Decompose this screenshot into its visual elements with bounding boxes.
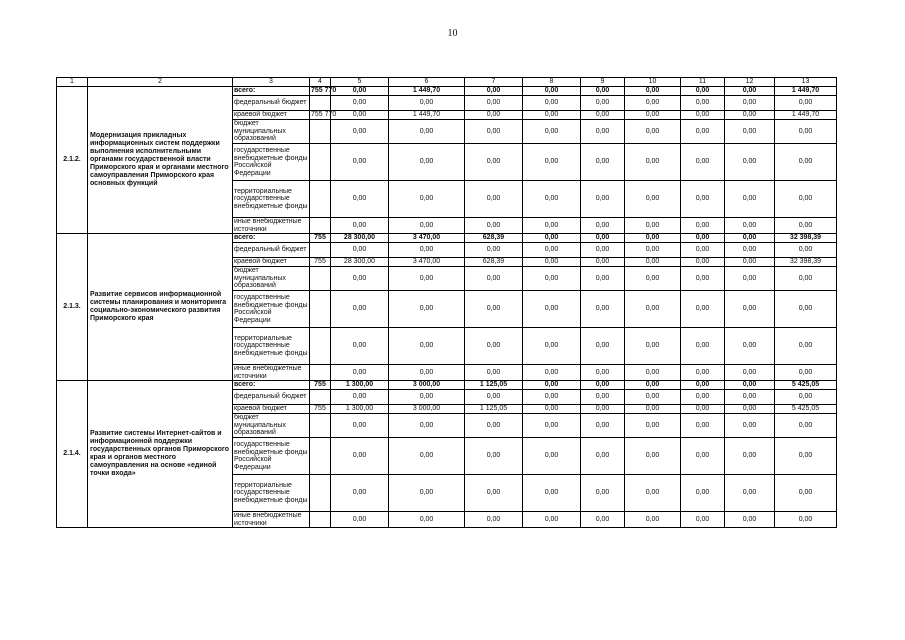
year-value: 0,00: [681, 438, 725, 475]
year-value: 0,00: [581, 87, 625, 96]
grbs-code: 755 770: [311, 111, 337, 118]
year-value: 0,00: [389, 365, 465, 381]
year-value: 0,00: [681, 111, 725, 120]
year-value: 0,00: [725, 381, 775, 390]
year-value: 0,00: [681, 414, 725, 438]
total-value: 0,00: [775, 365, 837, 381]
year-value: 0,00: [625, 258, 681, 267]
budget-table: [56, 77, 837, 528]
year-value: 0,00: [681, 328, 725, 365]
year-value: 0,00: [389, 390, 465, 405]
year-value: 0,00: [523, 328, 581, 365]
year-value: 1 125,05: [465, 381, 523, 390]
funding-source: государственные внебюджетные фонды Российской Федерации: [233, 291, 310, 328]
year-value: 0,00: [625, 181, 681, 218]
year-value: 0,00: [725, 438, 775, 475]
year-value: 0,00: [331, 120, 389, 144]
year-value: 0,00: [331, 512, 389, 528]
year-value: 28 300,00: [331, 234, 389, 243]
total-value: 0,00: [775, 96, 837, 111]
year-value: 0,00: [465, 120, 523, 144]
grbs-code: 755: [310, 258, 331, 267]
year-value: 0,00: [581, 328, 625, 365]
year-value: 0,00: [581, 218, 625, 234]
year-value: 0,00: [331, 291, 389, 328]
header-cell: 3: [233, 78, 310, 87]
year-value: 1 449,70: [389, 87, 465, 96]
total-value: 0,00: [775, 243, 837, 258]
year-value: 0,00: [389, 243, 465, 258]
grbs-code: [310, 475, 331, 512]
year-value: 0,00: [389, 218, 465, 234]
funding-source: территориальные государственные внебюджетные фонды: [233, 328, 310, 365]
total-value: 0,00: [775, 512, 837, 528]
year-value: 0,00: [523, 111, 581, 120]
header-cell: 13: [775, 78, 837, 87]
year-value: 0,00: [331, 365, 389, 381]
year-value: 0,00: [523, 267, 581, 291]
year-value: 0,00: [681, 243, 725, 258]
year-value: 0,00: [725, 405, 775, 414]
year-value: 0,00: [725, 111, 775, 120]
year-value: 0,00: [725, 234, 775, 243]
year-value: 0,00: [725, 120, 775, 144]
item-name: Модернизация прикладных информационных систем поддержки выполнения исполнительными органами государственной власти Приморского края и органами местного самоуправления Приморского края основных функций: [88, 87, 233, 234]
grbs-code: [310, 218, 331, 234]
header-cell: 2: [88, 78, 233, 87]
funding-source: территориальные государственные внебюджетные фонды: [233, 181, 310, 218]
year-value: 0,00: [625, 120, 681, 144]
year-value: 0,00: [725, 96, 775, 111]
header-cell: 4: [310, 78, 331, 87]
year-value: 0,00: [581, 381, 625, 390]
funding-source: бюджет муниципальных образований: [233, 414, 310, 438]
year-value: 0,00: [681, 234, 725, 243]
year-value: 0,00: [625, 291, 681, 328]
funding-source: иные внебюджетные источники: [233, 218, 310, 234]
funding-source: краевой бюджет: [233, 111, 310, 120]
year-value: 0,00: [725, 243, 775, 258]
year-value: 0,00: [523, 218, 581, 234]
year-value: 0,00: [625, 111, 681, 120]
year-value: 0,00: [625, 87, 681, 96]
year-value: 0,00: [389, 96, 465, 111]
year-value: 0,00: [465, 438, 523, 475]
year-value: 0,00: [523, 381, 581, 390]
total-value: 0,00: [775, 390, 837, 405]
grbs-code: [310, 328, 331, 365]
grbs-code: 755: [310, 381, 331, 390]
total-value: 0,00: [775, 267, 837, 291]
funding-source: всего:: [233, 381, 310, 390]
year-value: 0,00: [681, 258, 725, 267]
year-value: 0,00: [581, 234, 625, 243]
year-value: 0,00: [331, 243, 389, 258]
year-value: 0,00: [725, 181, 775, 218]
year-value: 0,00: [331, 181, 389, 218]
year-value: 0,00: [681, 120, 725, 144]
year-value: 0,00: [625, 218, 681, 234]
year-value: 0,00: [581, 267, 625, 291]
year-value: 0,00: [681, 291, 725, 328]
grbs-code: [310, 96, 331, 111]
year-value: 0,00: [331, 475, 389, 512]
year-value: 0,00: [465, 267, 523, 291]
header-cell: 10: [625, 78, 681, 87]
header-cell: 7: [465, 78, 523, 87]
funding-source: федеральный бюджет: [233, 243, 310, 258]
year-value: 0,00: [523, 258, 581, 267]
total-value: 0,00: [775, 218, 837, 234]
total-value: 5 425,05: [775, 405, 837, 414]
funding-source: краевой бюджет: [233, 405, 310, 414]
grbs-code: [310, 512, 331, 528]
year-value: 0,00: [681, 181, 725, 218]
year-value: 0,00: [625, 475, 681, 512]
year-value: 0,00: [465, 475, 523, 512]
funding-source: иные внебюджетные источники: [233, 512, 310, 528]
year-value: 0,00: [681, 87, 725, 96]
year-value: 0,00: [581, 243, 625, 258]
year-value: 0,00: [625, 414, 681, 438]
total-value: 0,00: [775, 475, 837, 512]
year-value: 0,00: [523, 96, 581, 111]
year-value: 0,00: [465, 365, 523, 381]
year-value: 0,00: [581, 512, 625, 528]
grbs-code: [310, 365, 331, 381]
item-code: 2.1.4.: [57, 381, 88, 528]
year-value: 0,00: [389, 438, 465, 475]
year-value: 0,00: [581, 405, 625, 414]
year-value: 628,39: [465, 234, 523, 243]
year-value: 0,00: [465, 414, 523, 438]
year-value: 0,00: [581, 144, 625, 181]
year-value: 0,00: [581, 475, 625, 512]
item-code: 2.1.3.: [57, 234, 88, 381]
table-row-total: [57, 87, 837, 96]
year-value: 0,00: [681, 267, 725, 291]
year-value: 1 300,00: [331, 381, 389, 390]
year-value: 0,00: [581, 390, 625, 405]
year-value: 0,00: [523, 87, 581, 96]
year-value: 0,00: [625, 512, 681, 528]
total-value: 0,00: [775, 414, 837, 438]
year-value: 0,00: [725, 328, 775, 365]
grbs-code: [310, 243, 331, 258]
funding-source: всего:: [233, 87, 310, 96]
year-value: 0,00: [331, 390, 389, 405]
header-cell: 1: [57, 78, 88, 87]
year-value: 0,00: [331, 144, 389, 181]
year-value: 0,00: [581, 414, 625, 438]
year-value: 0,00: [625, 365, 681, 381]
year-value: 0,00: [389, 120, 465, 144]
year-value: 0,00: [465, 390, 523, 405]
year-value: 0,00: [465, 218, 523, 234]
year-value: 3 000,00: [389, 405, 465, 414]
funding-source: государственные внебюджетные фонды Российской Федерации: [233, 438, 310, 475]
total-value: 1 449,70: [775, 111, 837, 120]
year-value: 0,00: [523, 414, 581, 438]
year-value: 0,00: [625, 267, 681, 291]
year-value: 0,00: [331, 218, 389, 234]
year-value: 0,00: [725, 414, 775, 438]
year-value: 0,00: [625, 144, 681, 181]
year-value: 0,00: [725, 291, 775, 328]
year-value: 0,00: [725, 390, 775, 405]
year-value: 0,00: [523, 405, 581, 414]
year-value: 0,00: [465, 328, 523, 365]
year-value: 0,00: [389, 475, 465, 512]
total-value: 0,00: [775, 144, 837, 181]
header-cell: 5: [331, 78, 389, 87]
page-number: 10: [447, 28, 458, 39]
year-value: 0,00: [725, 365, 775, 381]
year-value: 0,00: [523, 390, 581, 405]
year-value: 0,00: [725, 144, 775, 181]
year-value: 0,00: [725, 475, 775, 512]
item-name: Развитие системы Интернет-сайтов и информационной поддержки государственных органов Приморского края и органов местного самоуправления на основе «единой точки входа»: [88, 381, 233, 528]
year-value: 28 300,00: [331, 258, 389, 267]
year-value: 0,00: [331, 111, 389, 120]
total-value: 0,00: [775, 120, 837, 144]
year-value: 0,00: [331, 438, 389, 475]
total-value: 0,00: [775, 328, 837, 365]
year-value: 0,00: [681, 512, 725, 528]
funding-source: иные внебюджетные источники: [233, 365, 310, 381]
grbs-code: [310, 414, 331, 438]
year-value: 0,00: [625, 405, 681, 414]
year-value: 628,39: [465, 258, 523, 267]
year-value: 0,00: [581, 96, 625, 111]
grbs-code: 755 770: [311, 87, 337, 94]
year-value: 0,00: [581, 258, 625, 267]
item-name: Развитие сервисов информационной системы планирования и мониторинга социально-экономического развития Приморского края: [88, 234, 233, 381]
year-value: 1 300,00: [331, 405, 389, 414]
year-value: 0,00: [581, 438, 625, 475]
header-cell: 9: [581, 78, 625, 87]
header-cell: 11: [681, 78, 725, 87]
funding-source: территориальные государственные внебюджетные фонды: [233, 475, 310, 512]
total-value: 0,00: [775, 438, 837, 475]
grbs-code: [310, 291, 331, 328]
year-value: 0,00: [465, 144, 523, 181]
year-value: 0,00: [465, 87, 523, 96]
year-value: 0,00: [331, 267, 389, 291]
year-value: 0,00: [581, 111, 625, 120]
year-value: 3 470,00: [389, 234, 465, 243]
year-value: 0,00: [523, 234, 581, 243]
year-value: 0,00: [331, 414, 389, 438]
funding-source: государственные внебюджетные фонды Российской Федерации: [233, 144, 310, 181]
year-value: 0,00: [581, 365, 625, 381]
header-cell: 12: [725, 78, 775, 87]
year-value: 0,00: [465, 96, 523, 111]
year-value: 0,00: [681, 144, 725, 181]
year-value: 0,00: [389, 181, 465, 218]
grbs-code: [310, 120, 331, 144]
total-value: 1 449,70: [775, 87, 837, 96]
year-value: 0,00: [523, 365, 581, 381]
year-value: 0,00: [523, 181, 581, 218]
year-value: 0,00: [465, 291, 523, 328]
year-value: 3 000,00: [389, 381, 465, 390]
year-value: 0,00: [523, 475, 581, 512]
year-value: 0,00: [625, 328, 681, 365]
total-value: 0,00: [775, 291, 837, 328]
table-row-total: [57, 234, 837, 243]
year-value: 1 125,05: [465, 405, 523, 414]
year-value: 0,00: [625, 243, 681, 258]
year-value: 0,00: [389, 267, 465, 291]
header-cell: 6: [389, 78, 465, 87]
funding-source: краевой бюджет: [233, 258, 310, 267]
year-value: 0,00: [681, 381, 725, 390]
grbs-code: 755: [310, 234, 331, 243]
year-value: 0,00: [725, 512, 775, 528]
year-value: 0,00: [581, 120, 625, 144]
year-value: 0,00: [725, 267, 775, 291]
year-value: 0,00: [625, 390, 681, 405]
year-value: 0,00: [681, 405, 725, 414]
year-value: 0,00: [331, 87, 389, 96]
funding-source: федеральный бюджет: [233, 390, 310, 405]
header-row: [57, 78, 837, 87]
year-value: 0,00: [625, 438, 681, 475]
funding-source: всего:: [233, 234, 310, 243]
year-value: 0,00: [625, 96, 681, 111]
year-value: 0,00: [389, 328, 465, 365]
table-body: [57, 78, 837, 528]
year-value: 0,00: [625, 381, 681, 390]
year-value: 0,00: [389, 291, 465, 328]
grbs-code: [310, 181, 331, 218]
year-value: 0,00: [389, 414, 465, 438]
year-value: 0,00: [725, 258, 775, 267]
year-value: 0,00: [681, 96, 725, 111]
year-value: 0,00: [725, 87, 775, 96]
year-value: 0,00: [625, 234, 681, 243]
year-value: 0,00: [523, 438, 581, 475]
total-value: 32 398,39: [775, 234, 837, 243]
grbs-code: 755: [310, 405, 331, 414]
year-value: 0,00: [581, 291, 625, 328]
year-value: 0,00: [523, 243, 581, 258]
item-code: 2.1.2.: [57, 87, 88, 234]
funding-source: бюджет муниципальных образований: [233, 120, 310, 144]
year-value: 0,00: [389, 512, 465, 528]
year-value: 0,00: [581, 181, 625, 218]
year-value: 0,00: [523, 144, 581, 181]
total-value: 32 398,39: [775, 258, 837, 267]
year-value: 0,00: [331, 328, 389, 365]
header-cell: 8: [523, 78, 581, 87]
year-value: 0,00: [681, 365, 725, 381]
year-value: 0,00: [465, 512, 523, 528]
grbs-code: [310, 438, 331, 475]
funding-source: федеральный бюджет: [233, 96, 310, 111]
total-value: 0,00: [775, 181, 837, 218]
total-value: 5 425,05: [775, 381, 837, 390]
year-value: 3 470,00: [389, 258, 465, 267]
grbs-code: [310, 144, 331, 181]
year-value: 0,00: [681, 218, 725, 234]
year-value: 0,00: [725, 218, 775, 234]
year-value: 0,00: [681, 390, 725, 405]
grbs-code: [310, 267, 331, 291]
grbs-code: [310, 390, 331, 405]
year-value: 0,00: [389, 144, 465, 181]
year-value: 0,00: [523, 512, 581, 528]
table-row-total: [57, 381, 837, 390]
year-value: 0,00: [465, 243, 523, 258]
year-value: 0,00: [681, 475, 725, 512]
year-value: 0,00: [523, 291, 581, 328]
year-value: 0,00: [331, 96, 389, 111]
year-value: 0,00: [523, 120, 581, 144]
year-value: 0,00: [465, 111, 523, 120]
year-value: 1 449,70: [389, 111, 465, 120]
year-value: 0,00: [465, 181, 523, 218]
funding-source: бюджет муниципальных образований: [233, 267, 310, 291]
